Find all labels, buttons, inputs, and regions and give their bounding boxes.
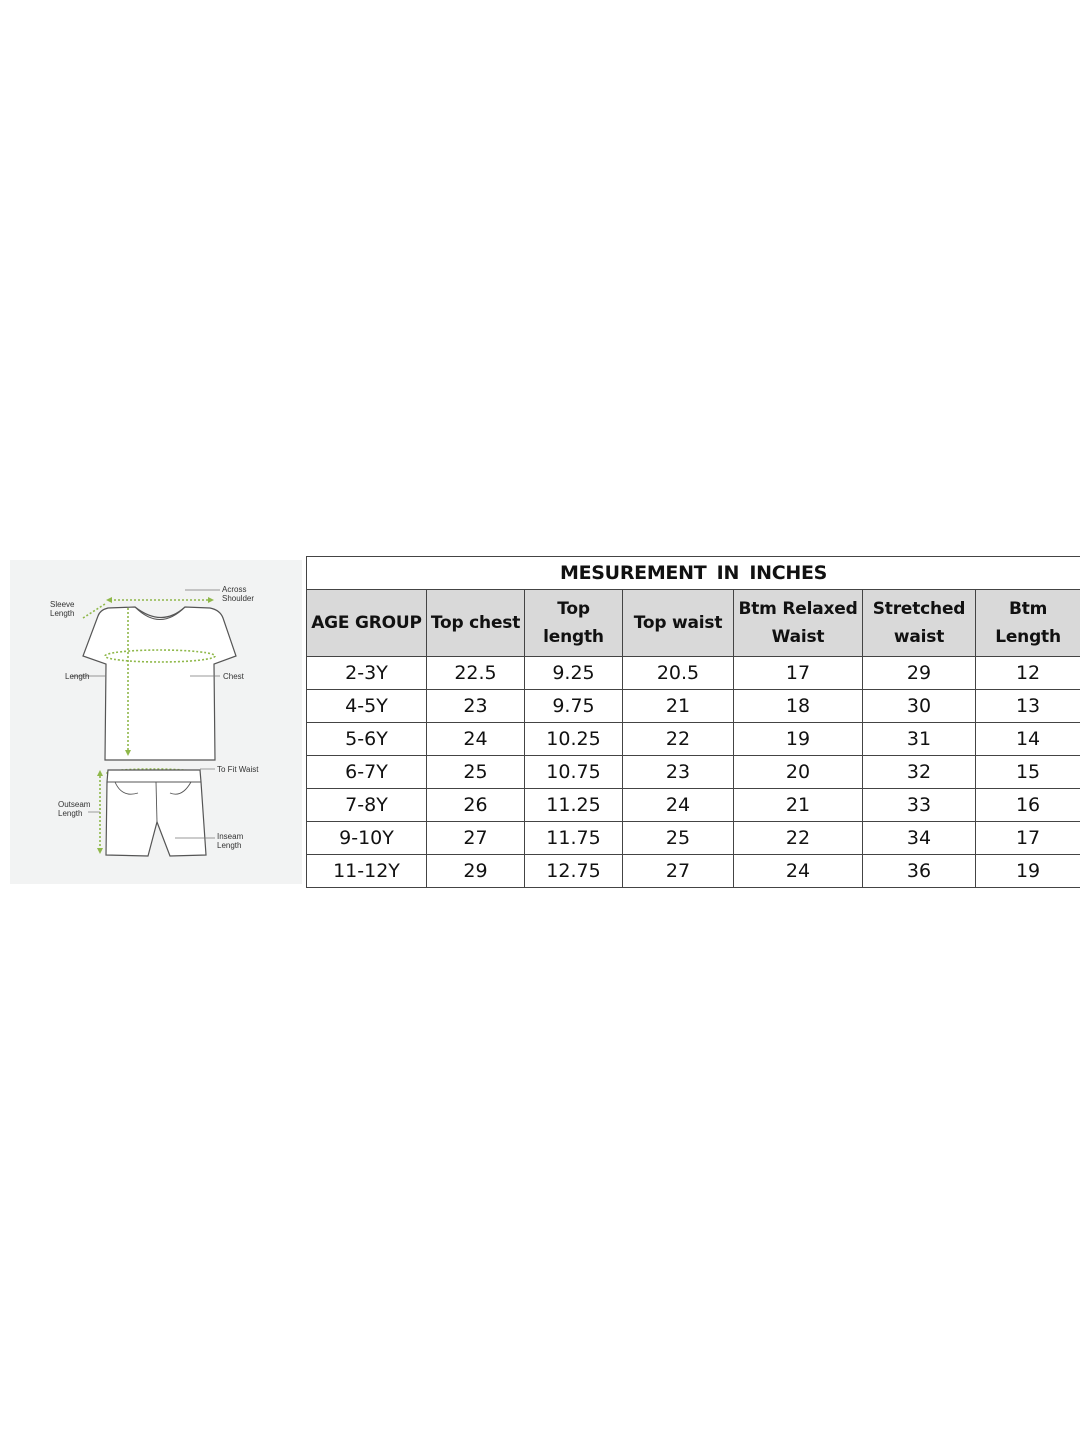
- table-title: MESUREMENT IN INCHES: [307, 557, 1080, 590]
- table-cell: 9.25: [525, 657, 623, 690]
- table-cell: 4-5Y: [307, 690, 427, 723]
- table-cell: 10.75: [525, 756, 623, 789]
- table-cell: 18: [734, 690, 863, 723]
- size-chart-table: [306, 556, 1080, 888]
- label-inseam-length: Inseam Length: [217, 832, 244, 850]
- table-cell: 12: [976, 657, 1080, 690]
- table-cell: 19: [976, 855, 1080, 888]
- table-cell: 29: [427, 855, 525, 888]
- table-cell: 25: [427, 756, 525, 789]
- table-cell: 16: [976, 789, 1080, 822]
- table-cell: 23: [427, 690, 525, 723]
- column-header: Stretched waist: [863, 590, 976, 657]
- tshirt-outline: [83, 607, 236, 760]
- table-cell: 24: [623, 789, 734, 822]
- table-cell: 29: [863, 657, 976, 690]
- table-cell: 27: [623, 855, 734, 888]
- table-cell: 20: [734, 756, 863, 789]
- table-title-row: [307, 557, 1080, 590]
- table-cell: 22: [734, 822, 863, 855]
- label-outseam-length: Outseam Length: [58, 800, 91, 818]
- table-header-row: [307, 590, 1080, 657]
- table-cell: 11.25: [525, 789, 623, 822]
- table-cell: 7-8Y: [307, 789, 427, 822]
- label-across-shoulder: Across Shoulder: [222, 585, 255, 603]
- table-cell: 34: [863, 822, 976, 855]
- table-cell: 14: [976, 723, 1080, 756]
- table-cell: 36: [863, 855, 976, 888]
- table-cell: 11.75: [525, 822, 623, 855]
- table-cell: 9-10Y: [307, 822, 427, 855]
- table-cell: 21: [623, 690, 734, 723]
- table-cell: 6-7Y: [307, 756, 427, 789]
- column-header: AGE GROUP: [307, 590, 427, 657]
- table-cell: 12.75: [525, 855, 623, 888]
- table-cell: 24: [427, 723, 525, 756]
- column-header: Top chest: [427, 590, 525, 657]
- table-cell: 17: [734, 657, 863, 690]
- table-row: [307, 822, 1080, 855]
- table-cell: 31: [863, 723, 976, 756]
- table-cell: 20.5: [623, 657, 734, 690]
- table-cell: 26: [427, 789, 525, 822]
- label-sleeve-length: Sleeve Length: [50, 600, 75, 618]
- table-cell: 22.5: [427, 657, 525, 690]
- table-cell: 17: [976, 822, 1080, 855]
- label-length: Length: [65, 672, 90, 681]
- table-cell: 10.25: [525, 723, 623, 756]
- table-cell: 23: [623, 756, 734, 789]
- table-cell: 5-6Y: [307, 723, 427, 756]
- label-chest: Chest: [223, 672, 244, 681]
- column-header: Btm Relaxed Waist: [734, 590, 863, 657]
- table-row: [307, 657, 1080, 690]
- column-header: Top waist: [623, 590, 734, 657]
- garment-measurement-diagram: [10, 560, 302, 884]
- table-cell: 11-12Y: [307, 855, 427, 888]
- table-body: [307, 657, 1080, 888]
- table-cell: 21: [734, 789, 863, 822]
- table-cell: 22: [623, 723, 734, 756]
- table-cell: 32: [863, 756, 976, 789]
- label-to-fit-waist: To Fit Waist: [217, 765, 259, 774]
- column-header: Top length: [525, 590, 623, 657]
- table-cell: 30: [863, 690, 976, 723]
- table-cell: 9.75: [525, 690, 623, 723]
- table-cell: 27: [427, 822, 525, 855]
- table-row: [307, 789, 1080, 822]
- table-row: [307, 723, 1080, 756]
- table-cell: 19: [734, 723, 863, 756]
- table-cell: 33: [863, 789, 976, 822]
- table-row: [307, 690, 1080, 723]
- table-cell: 15: [976, 756, 1080, 789]
- table-cell: 2-3Y: [307, 657, 427, 690]
- table-cell: 13: [976, 690, 1080, 723]
- column-header: Btm Length: [976, 590, 1080, 657]
- table-row: [307, 756, 1080, 789]
- table-row: [307, 855, 1080, 888]
- table-cell: 24: [734, 855, 863, 888]
- table-cell: 25: [623, 822, 734, 855]
